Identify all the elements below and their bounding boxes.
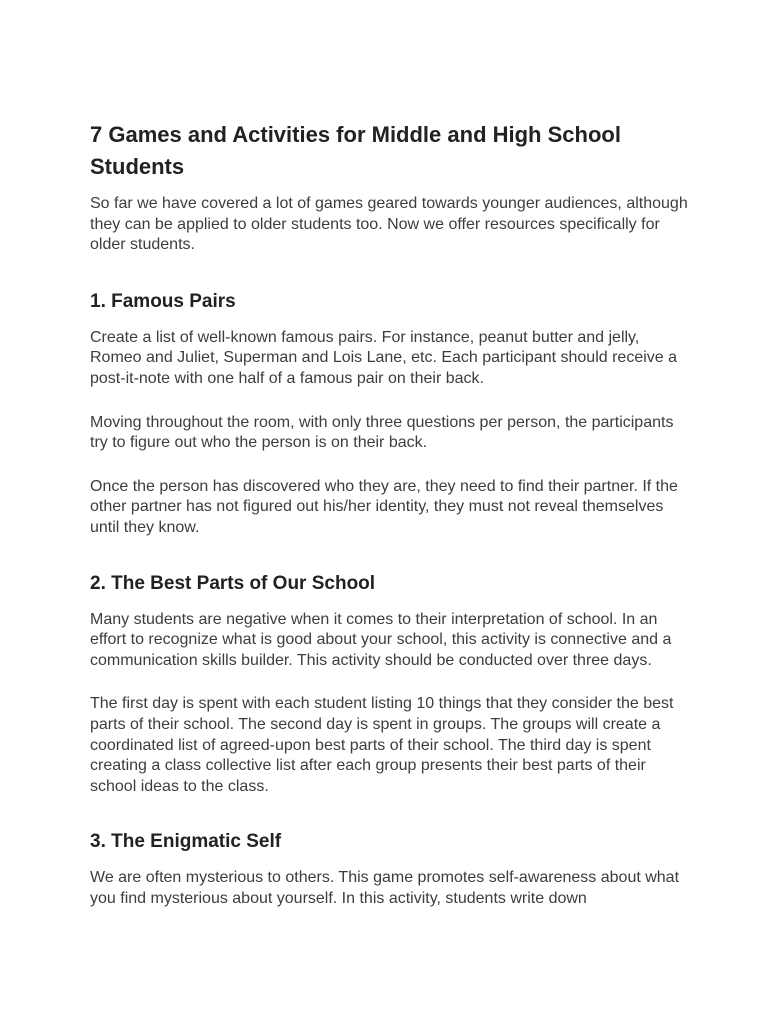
section-paragraph: Create a list of well-known famous pairs. For instance, peanut butter and jelly, Romeo and Juliet, Superman and Lois Lane, etc. Each participant should receive a post-it-note with one half of a famous pair on their back. xyxy=(90,328,678,387)
section-best-parts xyxy=(90,572,690,798)
section-famous-pairs xyxy=(90,290,690,539)
article-title: 7 Games and Activities for Middle and High School Students xyxy=(90,122,621,179)
intro-paragraph: So far we have covered a lot of games geared towards younger audiences, although they can be applied to older students too. Now we offer resources specifically for older students. xyxy=(90,195,688,254)
section-paragraph: Many students are negative when it comes to their interpretation of school. In an effort to recognize what is good about your school, this activity is connective and a communication skills builder. This activity should be conducted over three days. xyxy=(90,610,672,669)
document-page xyxy=(90,119,690,932)
section-heading: 1. Famous Pairs xyxy=(90,290,236,312)
section-enigmatic-self xyxy=(90,830,690,909)
section-heading: 2. The Best Parts of Our School xyxy=(90,572,376,594)
section-paragraph: We are often mysterious to others. This game promotes self-awareness about what you find mysterious about yourself. In this activity, students write down xyxy=(90,869,680,907)
section-paragraph: The first day is spent with each student listing 10 things that they consider the best parts of their school. The second day is spent in groups. The groups will create a coordinated list of agreed-upon best parts of their school. The third day is spent creating a class collective list after each group presents their best parts of their school ideas to the class. xyxy=(90,695,674,795)
section-heading: 3. The Enigmatic Self xyxy=(90,831,282,853)
section-paragraph: Moving throughout the room, with only three questions per person, the participants try to figure out who the person is on their back. xyxy=(90,413,674,452)
section-paragraph: Once the person has discovered who they are, they need to find their partner. If the other partner has not figured out his/her identity, they must not reveal themselves until they know. xyxy=(90,477,678,536)
